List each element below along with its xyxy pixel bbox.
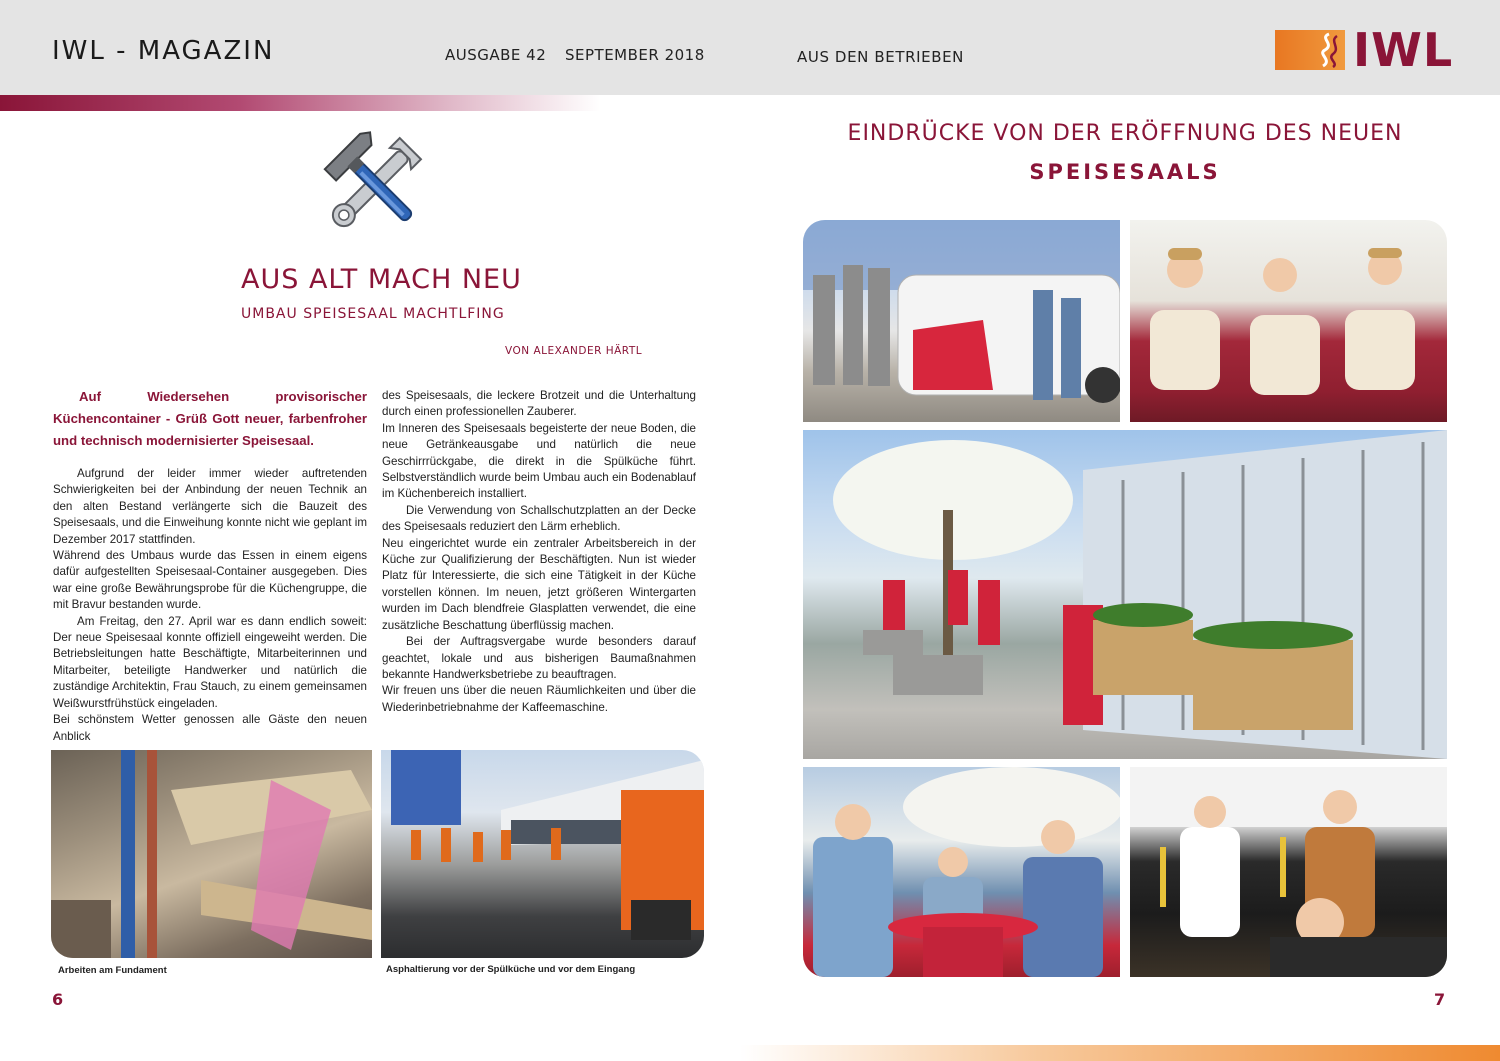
kitchen-staff-photo [1130, 220, 1447, 422]
article-column-1 [53, 466, 367, 745]
article-column-2 [382, 388, 696, 716]
issue-date: SEPTEMBER 2018 [565, 46, 705, 64]
iwl-logo [1275, 23, 1454, 77]
logo-mark [1275, 30, 1345, 70]
bottom-accent-bar [740, 1045, 1500, 1061]
logo-wordmark: IWL [1353, 23, 1454, 77]
paragraph: Im Inneren des Speisesaals begeisterte der neue Boden, die neue Getränkeausgabe und natürlich die neue Geschirrrückgabe, die direkt in die Spülküche führt. Selbstverständlich wurde beim Umbau auch ein Bodenablauf im Küchenbereich installiert. [382, 421, 696, 501]
group-photo-car [803, 220, 1120, 422]
paragraph: Während des Umbaus wurde das Essen in einem eigens dafür aufgestellten Speisesaal-Container ausgegeben. Dies war eine große Bewährungsprobe für die Küchengruppe, die mit Bravur bestanden wurde. [53, 549, 367, 612]
article-title: AUS ALT MACH NEU [241, 264, 522, 295]
accent-bar [0, 95, 600, 111]
paragraph: Bei schönstem Wetter genossen alle Gäste den neuen Anblick [53, 713, 367, 743]
page-header [0, 0, 1500, 95]
page-number-left: 6 [52, 990, 64, 1009]
paragraph: Wir freuen uns über die neuen Räumlichkeiten und über die Wiederinbetriebnahme der Kaffeemaschine. [382, 684, 696, 714]
paragraph: Aufgrund der leider immer wieder auftretenden Schwierigkeiten bei der Anbindung der neuen Technik an den alten Bestand verlängerte sich die Bauzeit des Speisesaals, und die Einweihung konnte nicht wie geplant im Dezember 2017 stattfinden. [53, 467, 367, 546]
paragraph: Die Verwendung von Schallschutzplatten an der Decke des Speisesaals reduziert den Lärm erheblich. [382, 503, 696, 534]
paragraph: Am Freitag, den 27. April war es dann endlich soweit: Der neue Speisesaal konnte offiziell eingeweiht werden. Die Betriebsleitungen hatte Beschäftigte, Mitarbeiterinnen und Mitarbeiter, beteiligte Handwerker und natürlich die zuständige Architektin, Frau Stauch, zu einem gemeinsamen Weißwurstfrühstück eingeladen. [53, 614, 367, 710]
guests-photo [803, 767, 1120, 977]
article-lead: Auf Wiedersehen provisorischer Küchencontainer - Grüß Gott neuer, farbenfroher und technisch modernisierter Speisesaal. [53, 389, 367, 448]
asphalt-photo [381, 750, 704, 958]
caption-foundation: Arbeiten am Fundament [58, 965, 167, 976]
caption-asphalt: Asphaltierung vor der Spülküche und vor dem Eingang [386, 964, 636, 975]
page-number-right: 7 [1434, 990, 1446, 1009]
issue-number: AUSGABE 42 [445, 46, 547, 64]
article-subtitle: UMBAU SPEISESAAL MACHTLFING [241, 306, 505, 322]
section-label: AUS DEN BETRIEBEN [797, 48, 964, 66]
paragraph: des Speisesaals, die leckere Brotzeit und die Unterhaltung durch einen professionellen Zauberer. [382, 389, 696, 419]
terrace-photo [803, 430, 1447, 759]
magician-photo [1130, 767, 1447, 977]
magazine-title: IWL - MAGAZIN [52, 36, 275, 66]
paragraph: Bei der Auftragsvergabe wurde besonders darauf geachtet, lokale und aus bisherigen Baumaßnahmen bekannte Handwerksbetriebe zu beauftragen. [382, 635, 696, 681]
gallery-title-line1: EINDRÜCKE VON DER ERÖFFNUNG DES NEUEN [847, 121, 1403, 146]
hammer-wrench-icon [316, 128, 434, 240]
foundation-photo [51, 750, 372, 958]
paragraph: Neu eingerichtet wurde ein zentraler Arbeitsbereich in der Küche zur Qualifizierung der Beschäftigten. Nun ist wieder Platz für Interessierte, die sich eine Tätigkeit in der Küche vorstellen können. Im neuen, jetzt größeren Wintergarten wurden im Dach blendfreie Glasplatten verwendet, die eine zusätzliche Beschattung überflüssig machen. [382, 536, 696, 632]
article-byline: VON ALEXANDER HÄRTL [505, 345, 643, 357]
gallery-title-line2: SPEISESAALS [1029, 160, 1221, 184]
